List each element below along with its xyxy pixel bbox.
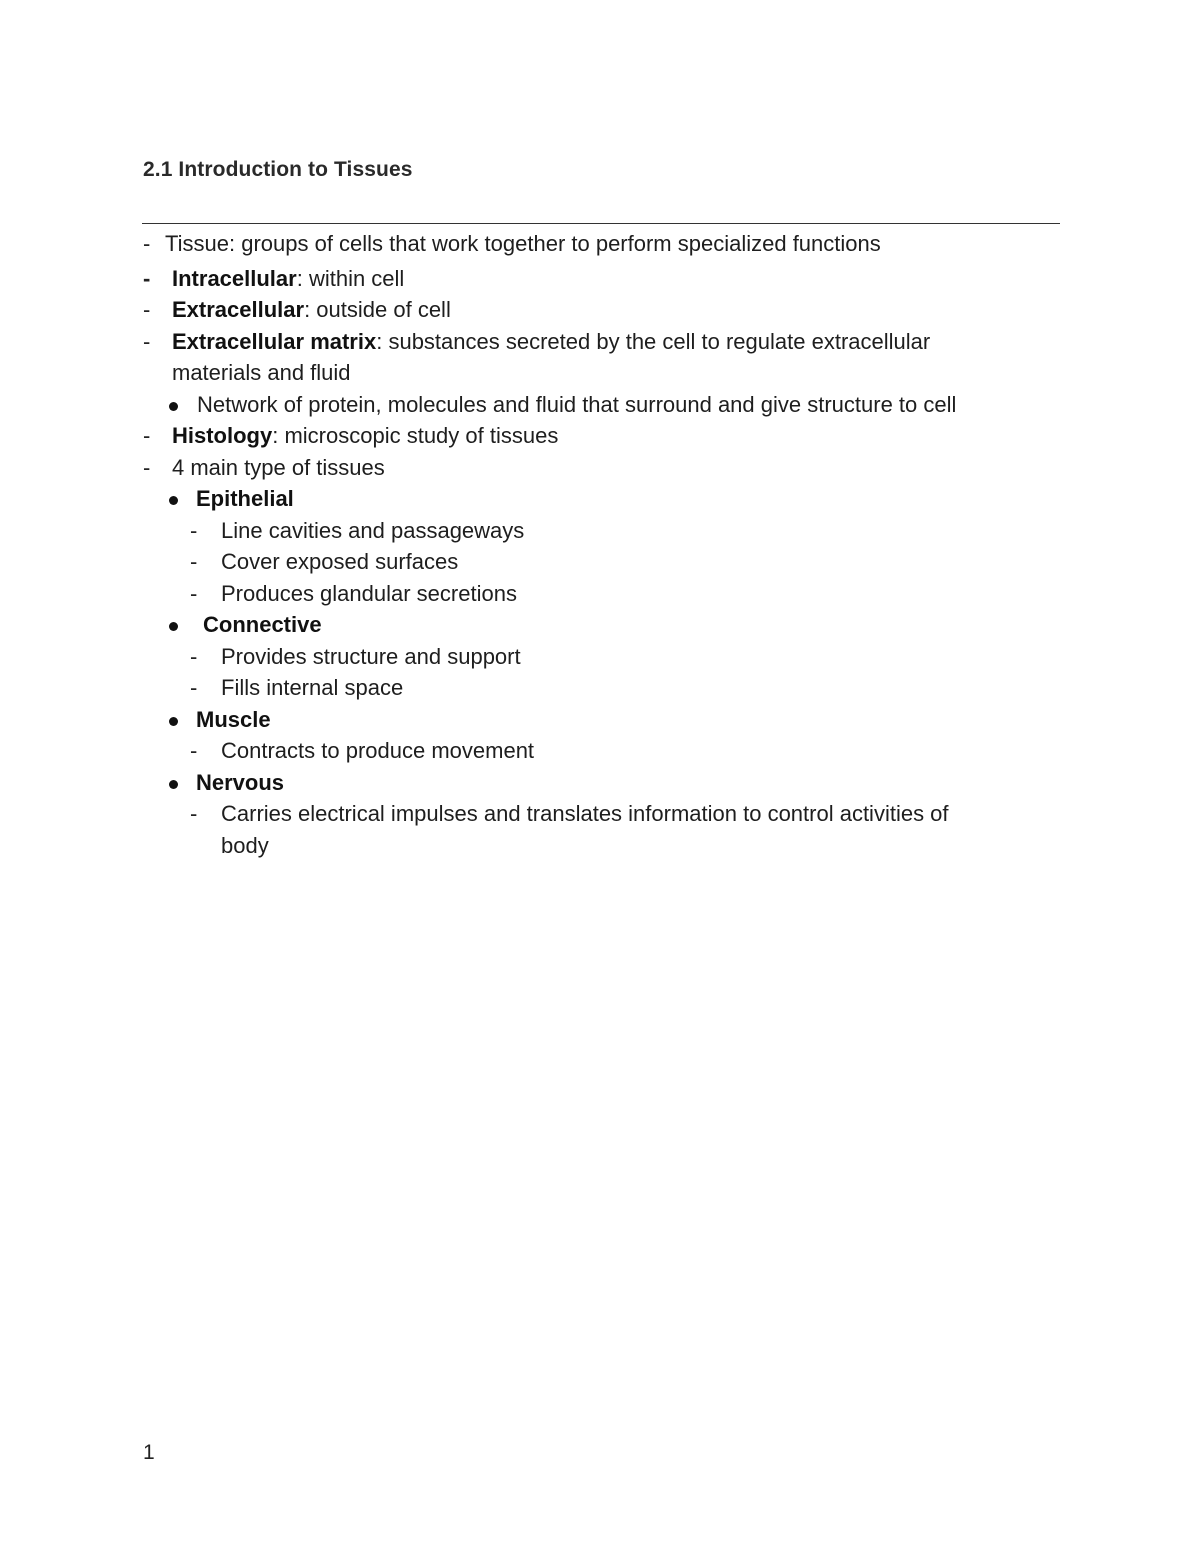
sub-point-text: Cover exposed surfaces [221, 549, 459, 574]
term-extracellular-matrix: Extracellular matrix [172, 328, 377, 354]
sub-point [0, 798, 1200, 830]
list-item-main-types [0, 452, 1200, 484]
list-item-text [172, 420, 558, 452]
sub-point-text: Fills internal space [221, 675, 404, 700]
tissue-type-nervous [0, 767, 1200, 799]
bullet-icon [169, 622, 178, 631]
term-extracellular: Extracellular [172, 297, 305, 322]
list-item-tissue [0, 228, 1200, 260]
dash-marker: - [143, 328, 151, 354]
term-nervous: Nervous [196, 769, 285, 795]
sub-point-text: Contracts to produce movement [221, 738, 535, 763]
list-item-extracellular-matrix [0, 326, 1200, 358]
dash-marker: - [143, 454, 151, 480]
dash-marker: - [190, 643, 198, 669]
term-muscle: Muscle [196, 706, 271, 732]
tissue-type-connective [0, 609, 1200, 641]
list-item-text: Network of protein, molecules and fluid that surround and give structure to cell [197, 391, 957, 417]
term-histology: Histology [172, 423, 273, 448]
list-item-histology [0, 420, 1200, 452]
definition-extracellular-matrix: : substances secreted by the cell to regulate extracellular [376, 328, 931, 354]
tissue-type-epithelial [0, 483, 1200, 515]
list-item-text [172, 326, 930, 358]
notes-list [0, 228, 1200, 861]
sub-point-text: Line cavities and passageways [221, 517, 525, 543]
dash-marker: - [143, 297, 151, 322]
bullet-icon [169, 402, 178, 411]
term-intracellular: Intracellular [172, 265, 297, 291]
dash-marker: - [190, 675, 198, 700]
tissue-type-muscle [0, 704, 1200, 736]
definition-extracellular: : outside of cell [304, 297, 451, 322]
list-item-extracellular [0, 294, 1200, 326]
bullet-icon [169, 780, 178, 789]
sub-point [0, 515, 1200, 547]
dash-marker: - [190, 801, 198, 826]
dash-marker: - [190, 738, 198, 763]
term-connective: Connective [203, 612, 322, 637]
sub-item-matrix-detail [0, 389, 1200, 421]
list-item-text: 4 main type of tissues [172, 454, 385, 480]
dash-marker: - [190, 517, 198, 543]
list-item-text [172, 294, 451, 326]
list-item-text [172, 263, 404, 295]
definition-intracellular: : within cell [296, 265, 405, 291]
page-title: 2.1 Introduction to Tissues [143, 158, 413, 181]
sub-point-text: Carries electrical impulses and translates information to control activities of [221, 801, 949, 826]
bullet-icon [169, 496, 178, 505]
list-item-text: materials and fluid [172, 360, 351, 385]
bullet-icon [169, 717, 178, 726]
definition-histology: : microscopic study of tissues [272, 423, 559, 448]
page-number: 1 [143, 1441, 155, 1464]
sub-point [0, 672, 1200, 704]
sub-point [0, 641, 1200, 673]
sub-point-text: Produces glandular secretions [221, 580, 517, 606]
dash-marker: - [143, 265, 151, 291]
term-epithelial: Epithelial [196, 486, 294, 511]
dash-marker: - [190, 580, 198, 606]
sub-point-text: Provides structure and support [221, 643, 521, 669]
dash-marker: - [143, 231, 151, 256]
list-item-intracellular [0, 263, 1200, 295]
list-item-continuation [0, 357, 1200, 389]
title-divider [142, 223, 1060, 224]
dash-marker: - [190, 549, 198, 574]
sub-point [0, 546, 1200, 578]
sub-point [0, 735, 1200, 767]
dash-marker: - [143, 423, 151, 448]
sub-point-text: body [221, 832, 269, 858]
sub-point [0, 578, 1200, 610]
list-item-text: Tissue: groups of cells that work together to perform specialized functions [165, 231, 881, 256]
sub-point-continuation [0, 830, 1200, 862]
